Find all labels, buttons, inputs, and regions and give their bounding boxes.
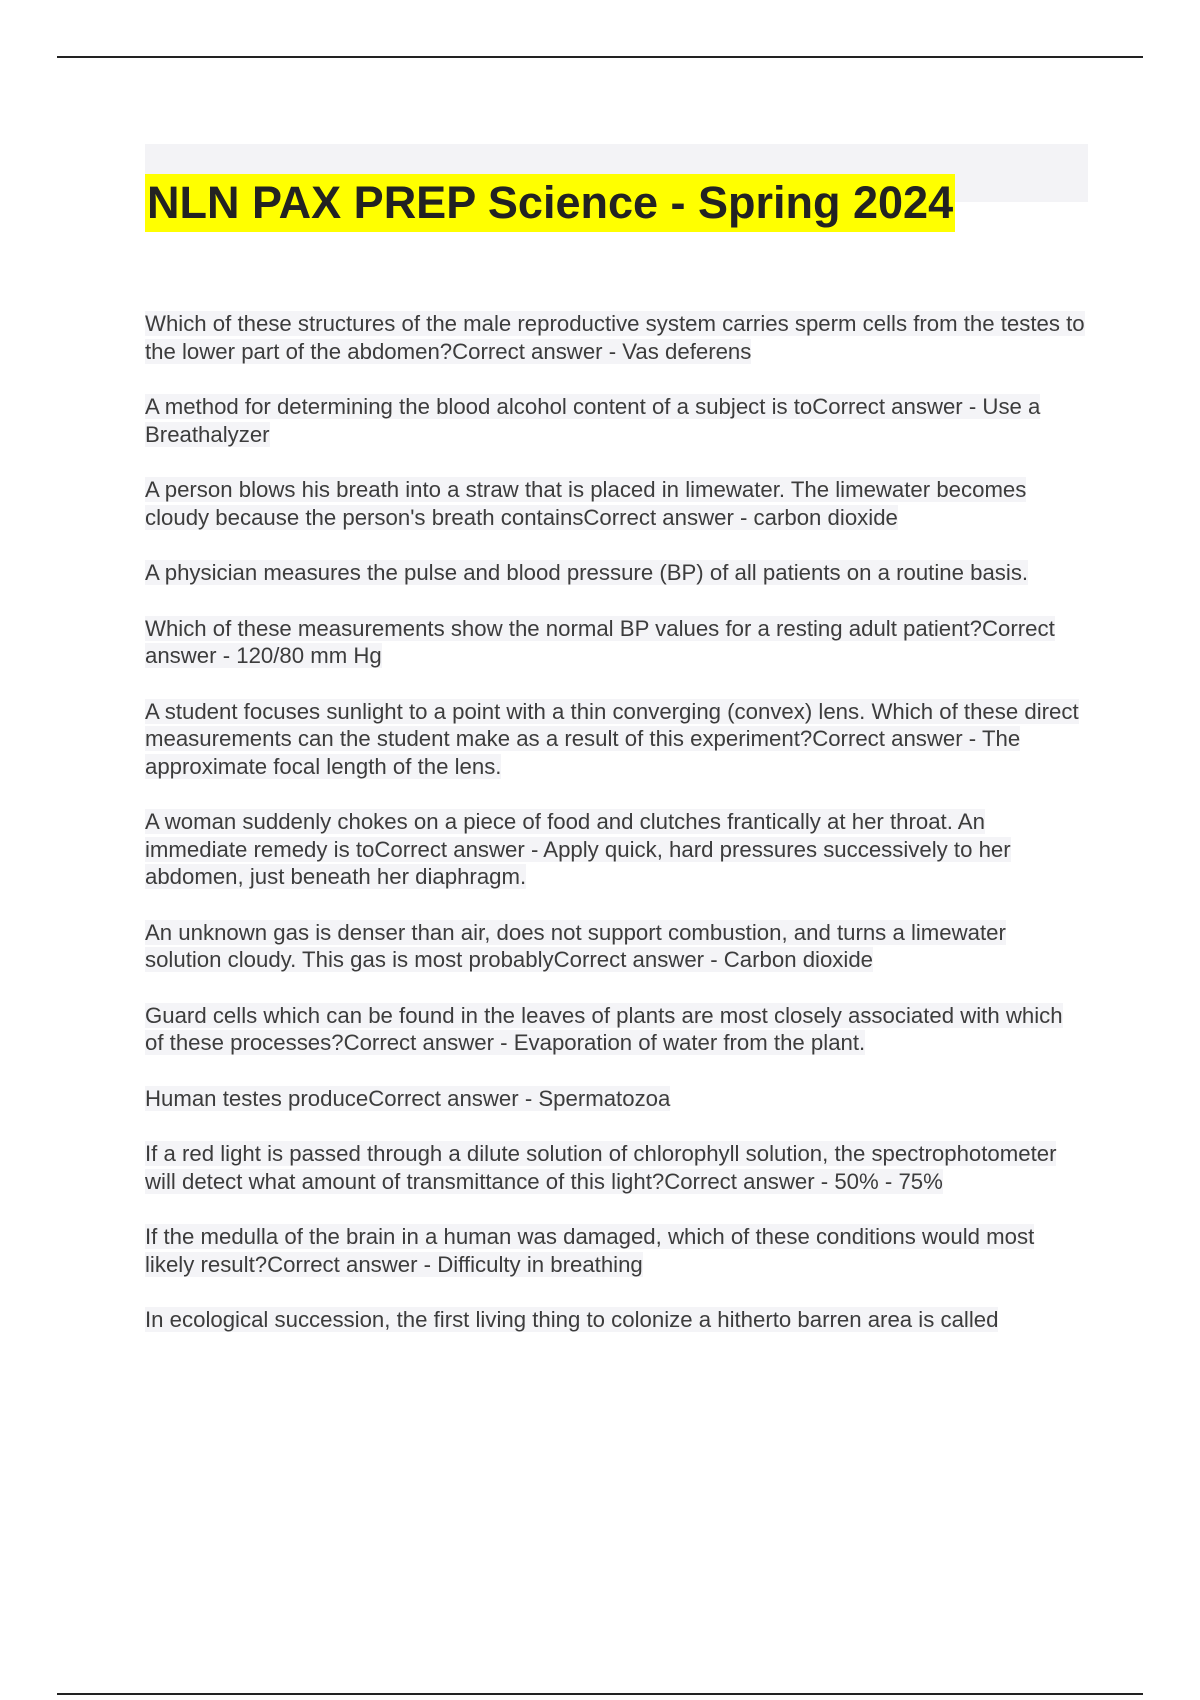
qa-item bbox=[145, 1223, 1085, 1278]
qa-list bbox=[145, 310, 1085, 1362]
qa-text: If the medulla of the brain in a human was damaged, which of these conditions would most likely result?Correct answer - Difficulty in breathing bbox=[145, 1224, 1035, 1277]
bottom-rule bbox=[57, 1693, 1143, 1695]
qa-item bbox=[145, 698, 1085, 781]
qa-text: Guard cells which can be found in the leaves of plants are most closely associated with which of these processes?Correct answer - Evaporation of water from the plant. bbox=[145, 1002, 1063, 1055]
qa-item bbox=[145, 476, 1085, 531]
qa-text: Human testes produceCorrect answer - Spermatozoa bbox=[145, 1085, 671, 1111]
qa-item bbox=[145, 310, 1085, 365]
qa-text: Which of these structures of the male reproductive system carries sperm cells from the testes to the lower part of the abdomen?Correct answer - Vas deferens bbox=[145, 311, 1085, 364]
qa-item bbox=[145, 1002, 1085, 1057]
qa-item bbox=[145, 1306, 1085, 1334]
page-title: NLN PAX PREP Science - Spring 2024 bbox=[145, 174, 955, 232]
qa-text: A student focuses sunlight to a point with a thin converging (convex) lens. Which of these direct measurements can the student make as a result of this experiment?Correct answer - The approximate focal length of the lens. bbox=[145, 698, 1079, 779]
qa-text: An unknown gas is denser than air, does not support combustion, and turns a limewater solution cloudy. This gas is most probablyCorrect answer - Carbon dioxide bbox=[145, 919, 1006, 972]
qa-item bbox=[145, 559, 1085, 587]
qa-item bbox=[145, 919, 1085, 974]
qa-item bbox=[145, 808, 1085, 891]
qa-text: If a red light is passed through a dilute solution of chlorophyll solution, the spectrophotometer will detect what amount of transmittance of this light?Correct answer - 50% - 75% bbox=[145, 1141, 1057, 1194]
top-rule bbox=[57, 56, 1143, 58]
qa-text: A person blows his breath into a straw that is placed in limewater. The limewater becomes cloudy because the person's breath containsCorrect answer - carbon dioxide bbox=[145, 477, 1027, 530]
qa-text: A woman suddenly chokes on a piece of food and clutches frantically at her throat. An immediate remedy is toCorrect answer - Apply quick, hard pressures successively to her abdomen, just beneath her diaphragm. bbox=[145, 809, 1011, 889]
qa-text: A physician measures the pulse and blood pressure (BP) of all patients on a routine basis. bbox=[145, 560, 1029, 585]
qa-item bbox=[145, 393, 1085, 448]
qa-text: Which of these measurements show the normal BP values for a resting adult patient?Correct answer - 120/80 mm Hg bbox=[145, 615, 1055, 668]
qa-item bbox=[145, 615, 1085, 670]
qa-text: In ecological succession, the first living thing to colonize a hitherto barren area is called bbox=[145, 1307, 999, 1332]
qa-item bbox=[145, 1085, 1085, 1113]
qa-item bbox=[145, 1140, 1085, 1195]
qa-text: A method for determining the blood alcohol content of a subject is toCorrect answer - Use a Breathalyzer bbox=[145, 394, 1041, 447]
